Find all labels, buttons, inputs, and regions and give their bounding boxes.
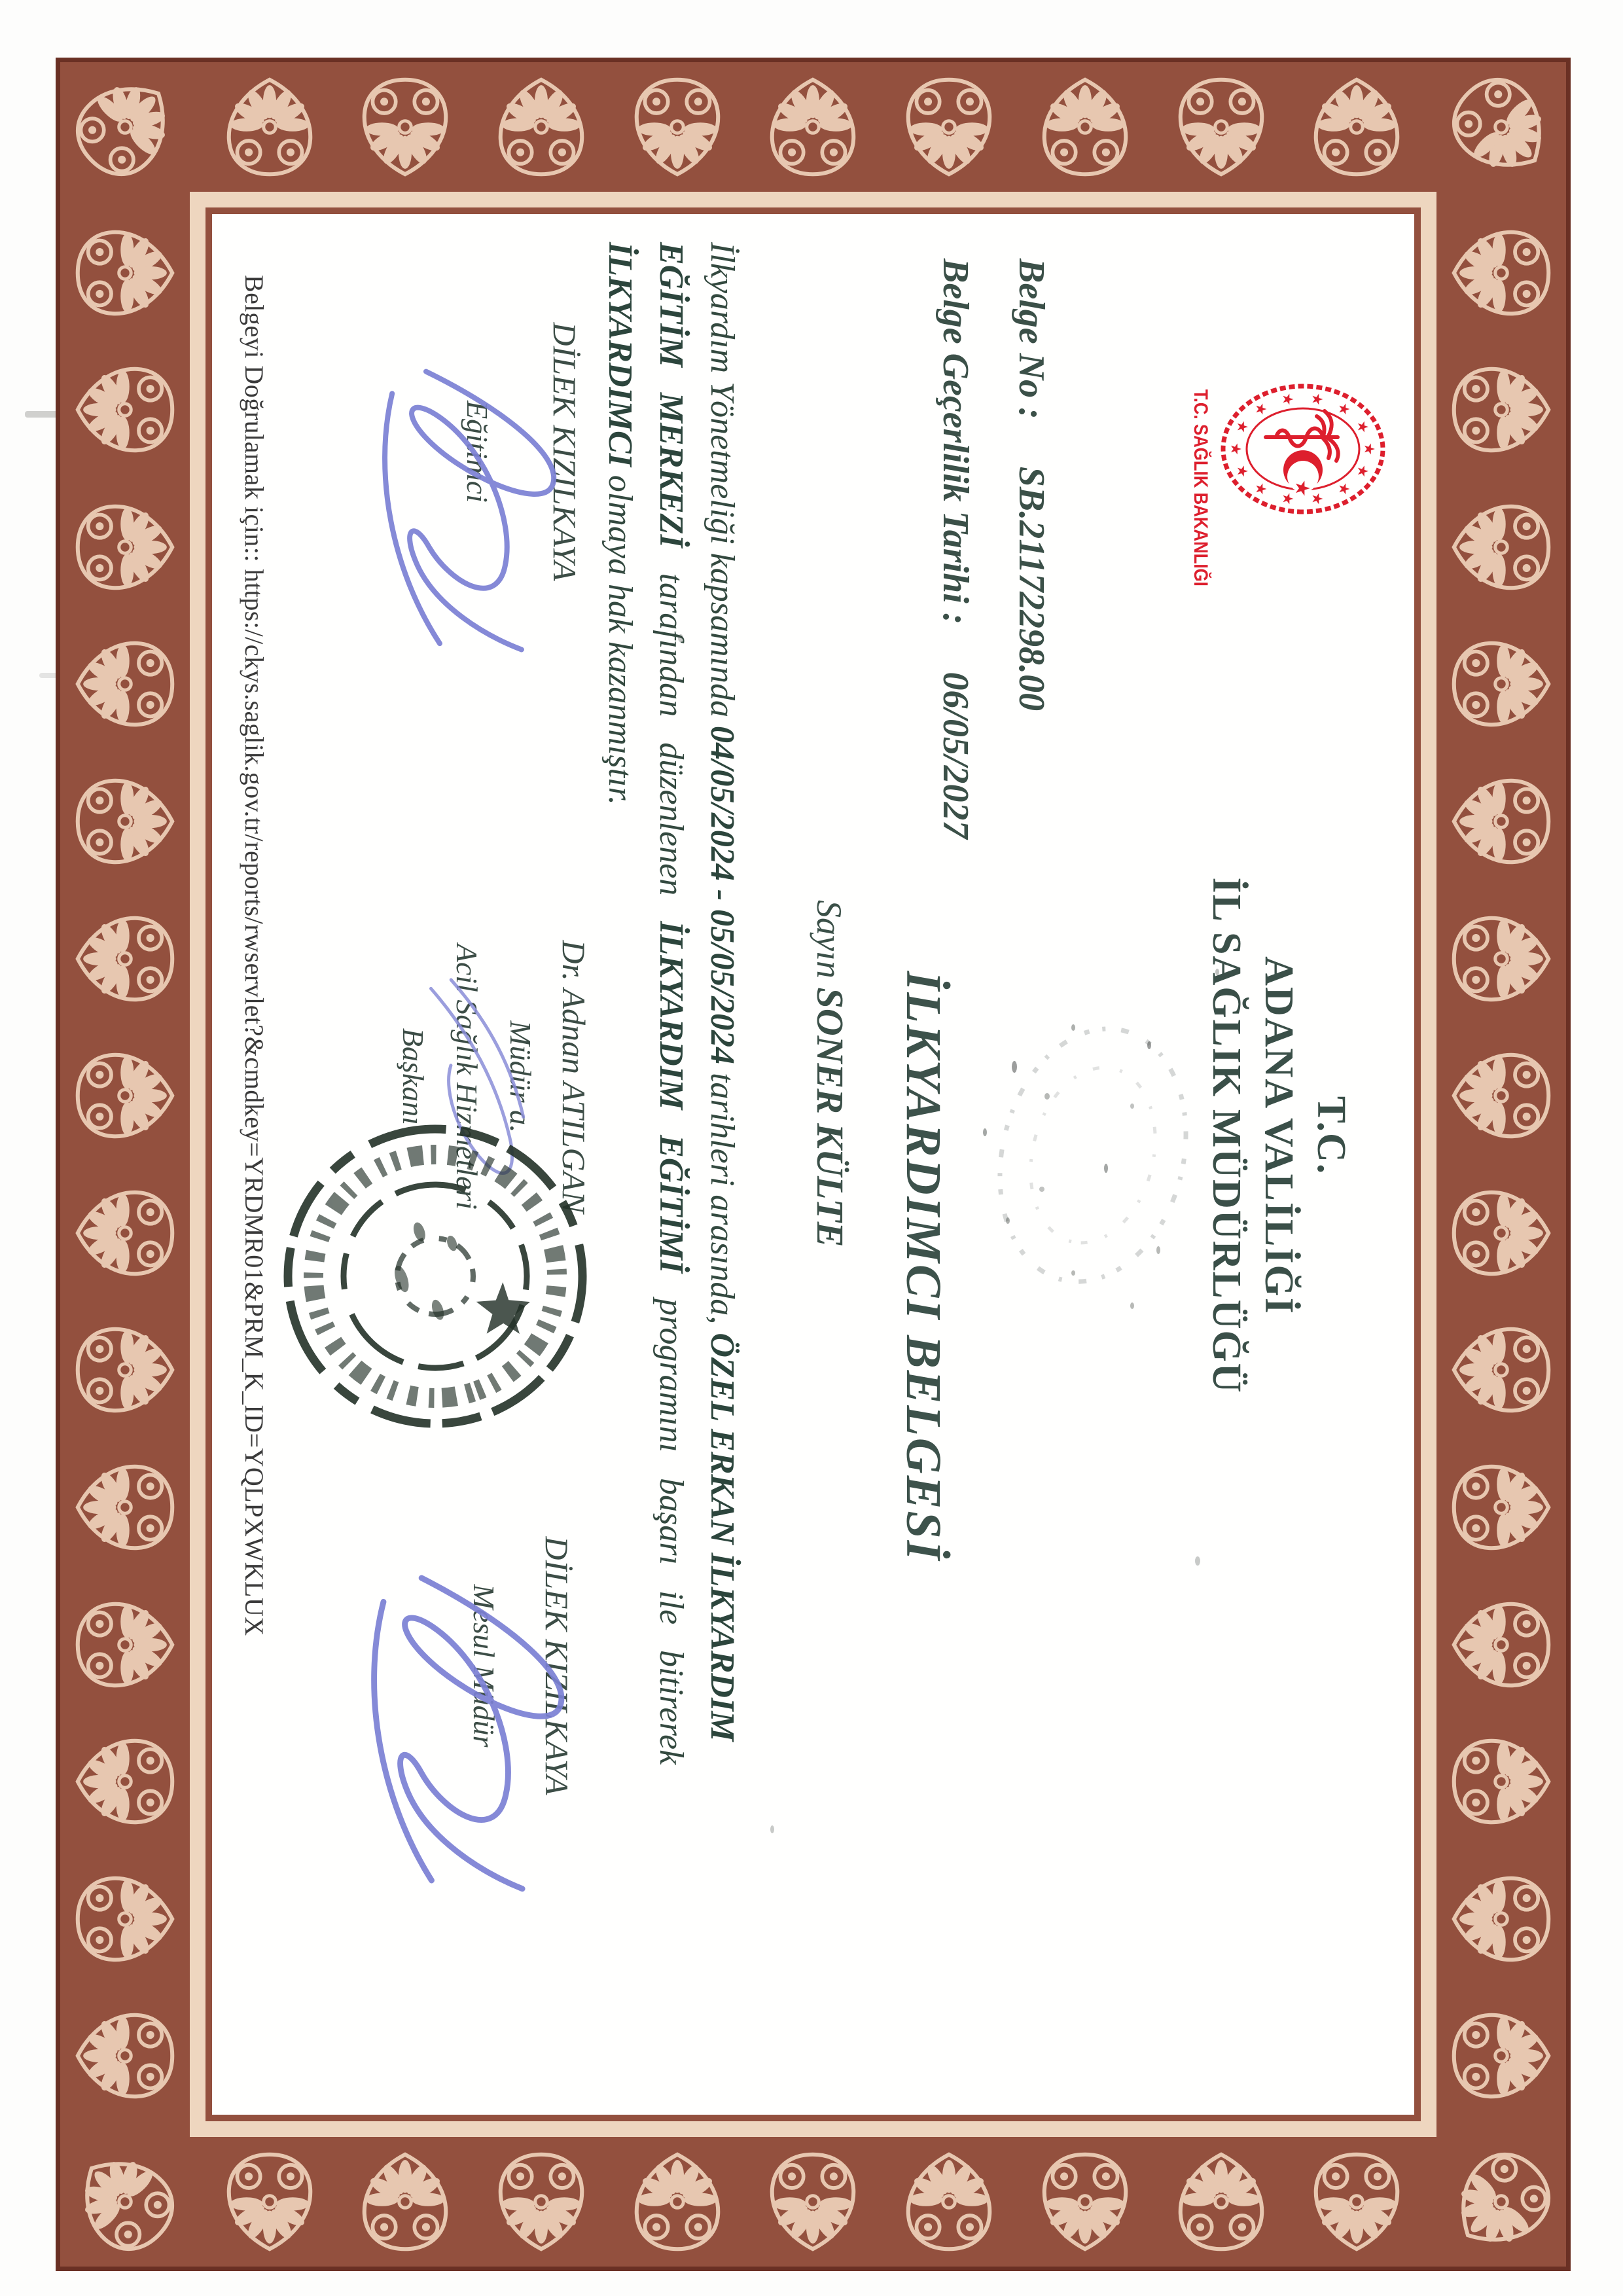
palmette-motif-icon [486,2147,596,2257]
svg-text:★: ★ [1291,479,1313,497]
border-corner-top-right [1436,62,1566,192]
signature-block-director [386,906,601,1247]
palmette-motif-icon [70,1041,180,1151]
palmette-motif-icon [1446,1041,1556,1151]
palmette-motif-icon [758,2147,868,2257]
trainer-name: DİLEK KIZILKAYA [546,322,583,581]
body-line-2: EĞİTİM MERKEZİ tarafından düzenlenen İLKYARDIM EĞİTİMİ programını başarı ile bitirerek [652,242,690,1765]
palmette-motif-icon [70,1864,180,1974]
palmette-motif-icon [1446,1590,1556,1700]
border-corner-top-left [60,62,190,192]
palmette-motif-icon [350,72,460,182]
responsible-manager-role: Mesul Müdür [467,1584,501,1748]
border-band-right [1436,190,1566,2138]
palmette-motif-icon [47,2124,203,2280]
palmette-motif-icon [486,72,596,182]
palmette-motif-icon [1030,72,1140,182]
director-name: Dr. Adnan ATILGAN [556,940,592,1213]
recipient-line [808,900,852,1247]
palmette-motif-icon [1446,1727,1556,1837]
verification-url: Belgeyi Doğrulamak için:: https://ckys.saglik.gov.tr/reports/rwservlet?&cmdkey=YRDMR01&PRM_K_ID=YQLPXWKLUX [240,275,269,1636]
issuer-title-line: İL SAĞLIK MÜDÜRLÜĞÜ [1204,877,1249,1394]
validity-date-line [935,259,976,839]
svg-text:★: ★ [1234,464,1251,478]
svg-text:★: ★ [1252,482,1269,495]
palmette-motif-icon [70,218,180,328]
palmette-motif-icon [1030,2147,1140,2257]
svg-text:★: ★ [1353,464,1370,478]
palmette-motif-icon [1446,1315,1556,1425]
palmette-motif-icon [70,1452,180,1562]
palmette-motif-icon [215,2147,325,2257]
palmette-motif-icon [47,49,203,205]
svg-text:★: ★ [1279,393,1296,406]
director-role-line: Müdür a. [504,1020,537,1133]
svg-text:★: ★ [1234,420,1251,434]
palmette-motif-icon [70,492,180,602]
border-band-left [60,190,190,2138]
svg-text:★: ★ [1361,442,1377,456]
signature-block-responsible-manager [467,1496,576,1836]
palmette-motif-icon [1446,492,1556,602]
palmette-motif-icon [1446,355,1556,465]
palmette-motif-icon [70,1590,180,1700]
svg-text:★: ★ [1252,403,1269,416]
border-band-bottom [188,2137,1438,2267]
validity-date-value: 06/05/2027 [935,672,976,839]
palmette-motif-icon [70,904,180,1014]
certificate-body-paragraph [594,242,747,1977]
certificate-heading: İLKYARDIMCI BELGESİ [896,971,951,1562]
document-number-value: SB.21172298.00 [1011,466,1052,711]
recipient-name: SONER KÜLTE [809,987,851,1247]
svg-text:★: ★ [1279,492,1296,505]
palmette-motif-icon [1446,766,1556,876]
palmette-motif-icon [1302,72,1412,182]
palmette-motif-icon [1446,1864,1556,1974]
signature-block-trainer [460,288,584,615]
palmette-motif-icon [70,629,180,739]
issuer-title-line: T.C. [1309,1096,1353,1175]
document-number-label: Belge No : [1011,259,1052,420]
responsible-manager-name: DİLEK KIZILKAYA [539,1536,575,1795]
document-number-line [1010,259,1052,711]
ministry-wordmark: T.C. SAĞLIK BAKANLIĞI [1190,389,1211,586]
palmette-motif-icon [1446,1178,1556,1288]
palmette-motif-icon [1446,1452,1556,1562]
validity-date-label: Belge Geçerlilik Tarihi : [935,259,976,625]
stamp-star-icon [473,1276,539,1344]
palmette-motif-icon [758,72,868,182]
svg-text:★: ★ [1353,420,1370,434]
director-role-line: Başkanı [397,1028,430,1126]
border-corner-bottom-right [1436,2137,1566,2267]
ministry-logo-block [1189,380,1389,586]
issuer-title [1200,841,1357,1430]
certificate-landscape-content [216,219,1414,2114]
recipient-salutation: Sayın [810,900,849,978]
border-corner-bottom-left [60,2137,190,2267]
palmette-motif-icon [1166,72,1276,182]
palmette-motif-icon [70,1727,180,1837]
crescent-star-icon [1283,450,1323,497]
certificate-content-rotated [216,219,1414,2114]
palmette-motif-icon [894,2147,1004,2257]
palmette-motif-icon [1446,218,1556,328]
palmette-motif-icon [1423,49,1579,205]
palmette-motif-icon [622,2147,732,2257]
palmette-motif-icon [1446,904,1556,1014]
palmette-motif-icon [1446,629,1556,739]
trainer-role: Eğitimci [461,401,494,503]
body-line-3: İLKYARDIMCI olmaya hak kazanmıştır. [601,242,639,805]
palmette-motif-icon [622,72,732,182]
body-line-1: İlkyardım Yönetmeliği kapsamında 04/05/2024 - 05/05/2024 tarihleri arasında, ÖZEL ERKAN İLKYARDIM [704,242,741,1742]
palmette-motif-icon [70,1178,180,1288]
issuer-title-line: ADANA VALİLİĞİ [1257,956,1301,1315]
faint-ghost-stamp [948,982,1237,1329]
palmette-motif-icon [215,72,325,182]
palmette-motif-icon [70,355,180,465]
palmette-motif-icon [1166,2147,1276,2257]
palmette-motif-icon [1446,2001,1556,2111]
svg-text:★: ★ [1335,403,1352,416]
palmette-motif-icon [894,72,1004,182]
border-band-top [188,62,1438,192]
palmette-motif-icon [1423,2124,1579,2280]
palmette-motif-icon [70,766,180,876]
palmette-motif-icon [350,2147,460,2257]
palmette-motif-icon [1302,2147,1412,2257]
health-ministry-emblem-icon [1217,380,1389,518]
svg-text:★: ★ [1308,492,1325,505]
director-role-line: Acil Sağlık Hizmetleri [450,943,484,1210]
svg-text:★: ★ [1335,482,1352,495]
svg-text:★: ★ [1227,442,1243,456]
palmette-motif-icon [70,1315,180,1425]
palmette-motif-icon [70,2001,180,2111]
svg-text:★: ★ [1308,393,1325,406]
